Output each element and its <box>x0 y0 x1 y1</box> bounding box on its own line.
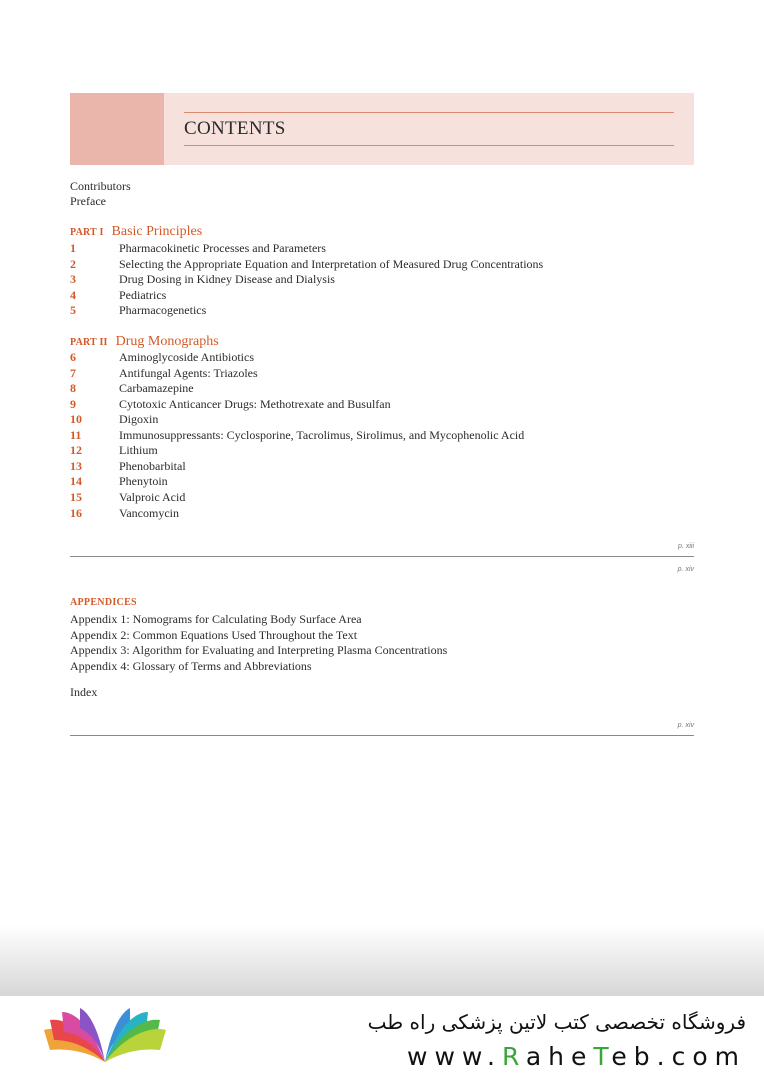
chapter-number: 3 <box>70 272 76 286</box>
chapter-number: 8 <box>70 381 76 395</box>
toc-index[interactable]: Index <box>70 685 98 699</box>
page-end-rule <box>70 735 694 736</box>
toc-appendix-item[interactable]: Appendix 3: Algorithm for Evaluating and Interpreting Plasma Concentrations <box>70 643 448 657</box>
toc-appendix-item[interactable]: Appendix 4: Glossary of Terms and Abbreviations <box>70 659 312 673</box>
chapter-title[interactable]: Pharmacogenetics <box>119 303 207 317</box>
chapter-title[interactable]: Immunosuppressants: Cyclosporine, Tacrolimus, Sirolimus, and Mycophenolic Acid <box>119 428 525 442</box>
url-suffix: eb.com <box>611 1042 746 1071</box>
footer-shadow <box>0 925 764 997</box>
open-book-logo-icon <box>40 1006 170 1066</box>
part-2-heading <box>70 332 219 350</box>
contents-header-band <box>70 93 694 165</box>
part-2-title[interactable]: Drug Monographs <box>115 334 219 349</box>
chapter-title[interactable]: Cytotoxic Anticancer Drugs: Methotrexate and Busulfan <box>119 397 391 411</box>
url-prefix: www. <box>407 1042 502 1071</box>
chapter-number: 6 <box>70 350 76 364</box>
store-url-link[interactable] <box>407 1042 746 1071</box>
url-accent-letter: R <box>502 1042 526 1071</box>
chapter-title[interactable]: Phenytoin <box>119 474 168 488</box>
chapter-number: 9 <box>70 397 76 411</box>
appendices-heading: APPENDICES <box>70 597 137 608</box>
chapter-number: 1 <box>70 241 76 255</box>
chapter-title[interactable]: Antifungal Agents: Triazoles <box>119 366 258 380</box>
toc-appendix-item[interactable]: Appendix 2: Common Equations Used Throughout the Text <box>70 628 358 642</box>
chapter-number: 16 <box>70 506 82 520</box>
url-middle: ahe <box>525 1042 594 1071</box>
part-1-heading <box>70 222 202 240</box>
chapter-number: 10 <box>70 412 82 426</box>
chapter-title[interactable]: Pediatrics <box>119 288 167 302</box>
page-title: CONTENTS <box>184 118 286 139</box>
chapter-number: 5 <box>70 303 76 317</box>
part-1-title[interactable]: Basic Principles <box>111 224 203 239</box>
store-name: فروشگاه تخصصی کتب لاتین پزشکی راه طب <box>367 1010 746 1034</box>
toc-contributors[interactable]: Contributors <box>70 179 131 193</box>
chapter-title[interactable]: Lithium <box>119 443 158 457</box>
page-marker: p. xiv <box>677 722 694 729</box>
header-rule-bottom <box>184 145 674 146</box>
page-marker: p. xiii <box>678 543 694 550</box>
chapter-title[interactable]: Carbamazepine <box>119 381 194 395</box>
chapter-title[interactable]: Vancomycin <box>119 506 179 520</box>
part-1-label: PART I <box>70 227 104 238</box>
chapter-number: 11 <box>70 428 82 442</box>
toc-preface[interactable]: Preface <box>70 194 106 208</box>
chapter-title[interactable]: Phenobarbital <box>119 459 186 473</box>
chapter-number: 14 <box>70 474 82 488</box>
chapter-number: 13 <box>70 459 82 473</box>
chapter-number: 2 <box>70 257 76 271</box>
toc-appendix-item[interactable]: Appendix 1: Nomograms for Calculating Body Surface Area <box>70 612 362 626</box>
part-2-label: PART II <box>70 337 108 348</box>
chapter-title[interactable]: Valproic Acid <box>119 490 186 504</box>
page-marker: p. xiv <box>677 566 694 573</box>
chapter-title[interactable]: Pharmacokinetic Processes and Parameters <box>119 241 326 255</box>
chapter-title[interactable]: Digoxin <box>119 412 159 426</box>
header-rule-top <box>184 112 674 113</box>
header-color-block <box>70 93 164 165</box>
chapter-number: 12 <box>70 443 82 457</box>
watermark-footer <box>0 996 764 1080</box>
chapter-title[interactable]: Drug Dosing in Kidney Disease and Dialysis <box>119 272 335 286</box>
chapter-title[interactable]: Aminoglycoside Antibiotics <box>119 350 254 364</box>
page-break-rule <box>70 556 694 557</box>
chapter-title[interactable]: Selecting the Appropriate Equation and Interpretation of Measured Drug Concentrations <box>119 257 544 271</box>
chapter-number: 7 <box>70 366 76 380</box>
url-accent-letter: T <box>593 1042 612 1071</box>
chapter-number: 4 <box>70 288 76 302</box>
chapter-number: 15 <box>70 490 82 504</box>
